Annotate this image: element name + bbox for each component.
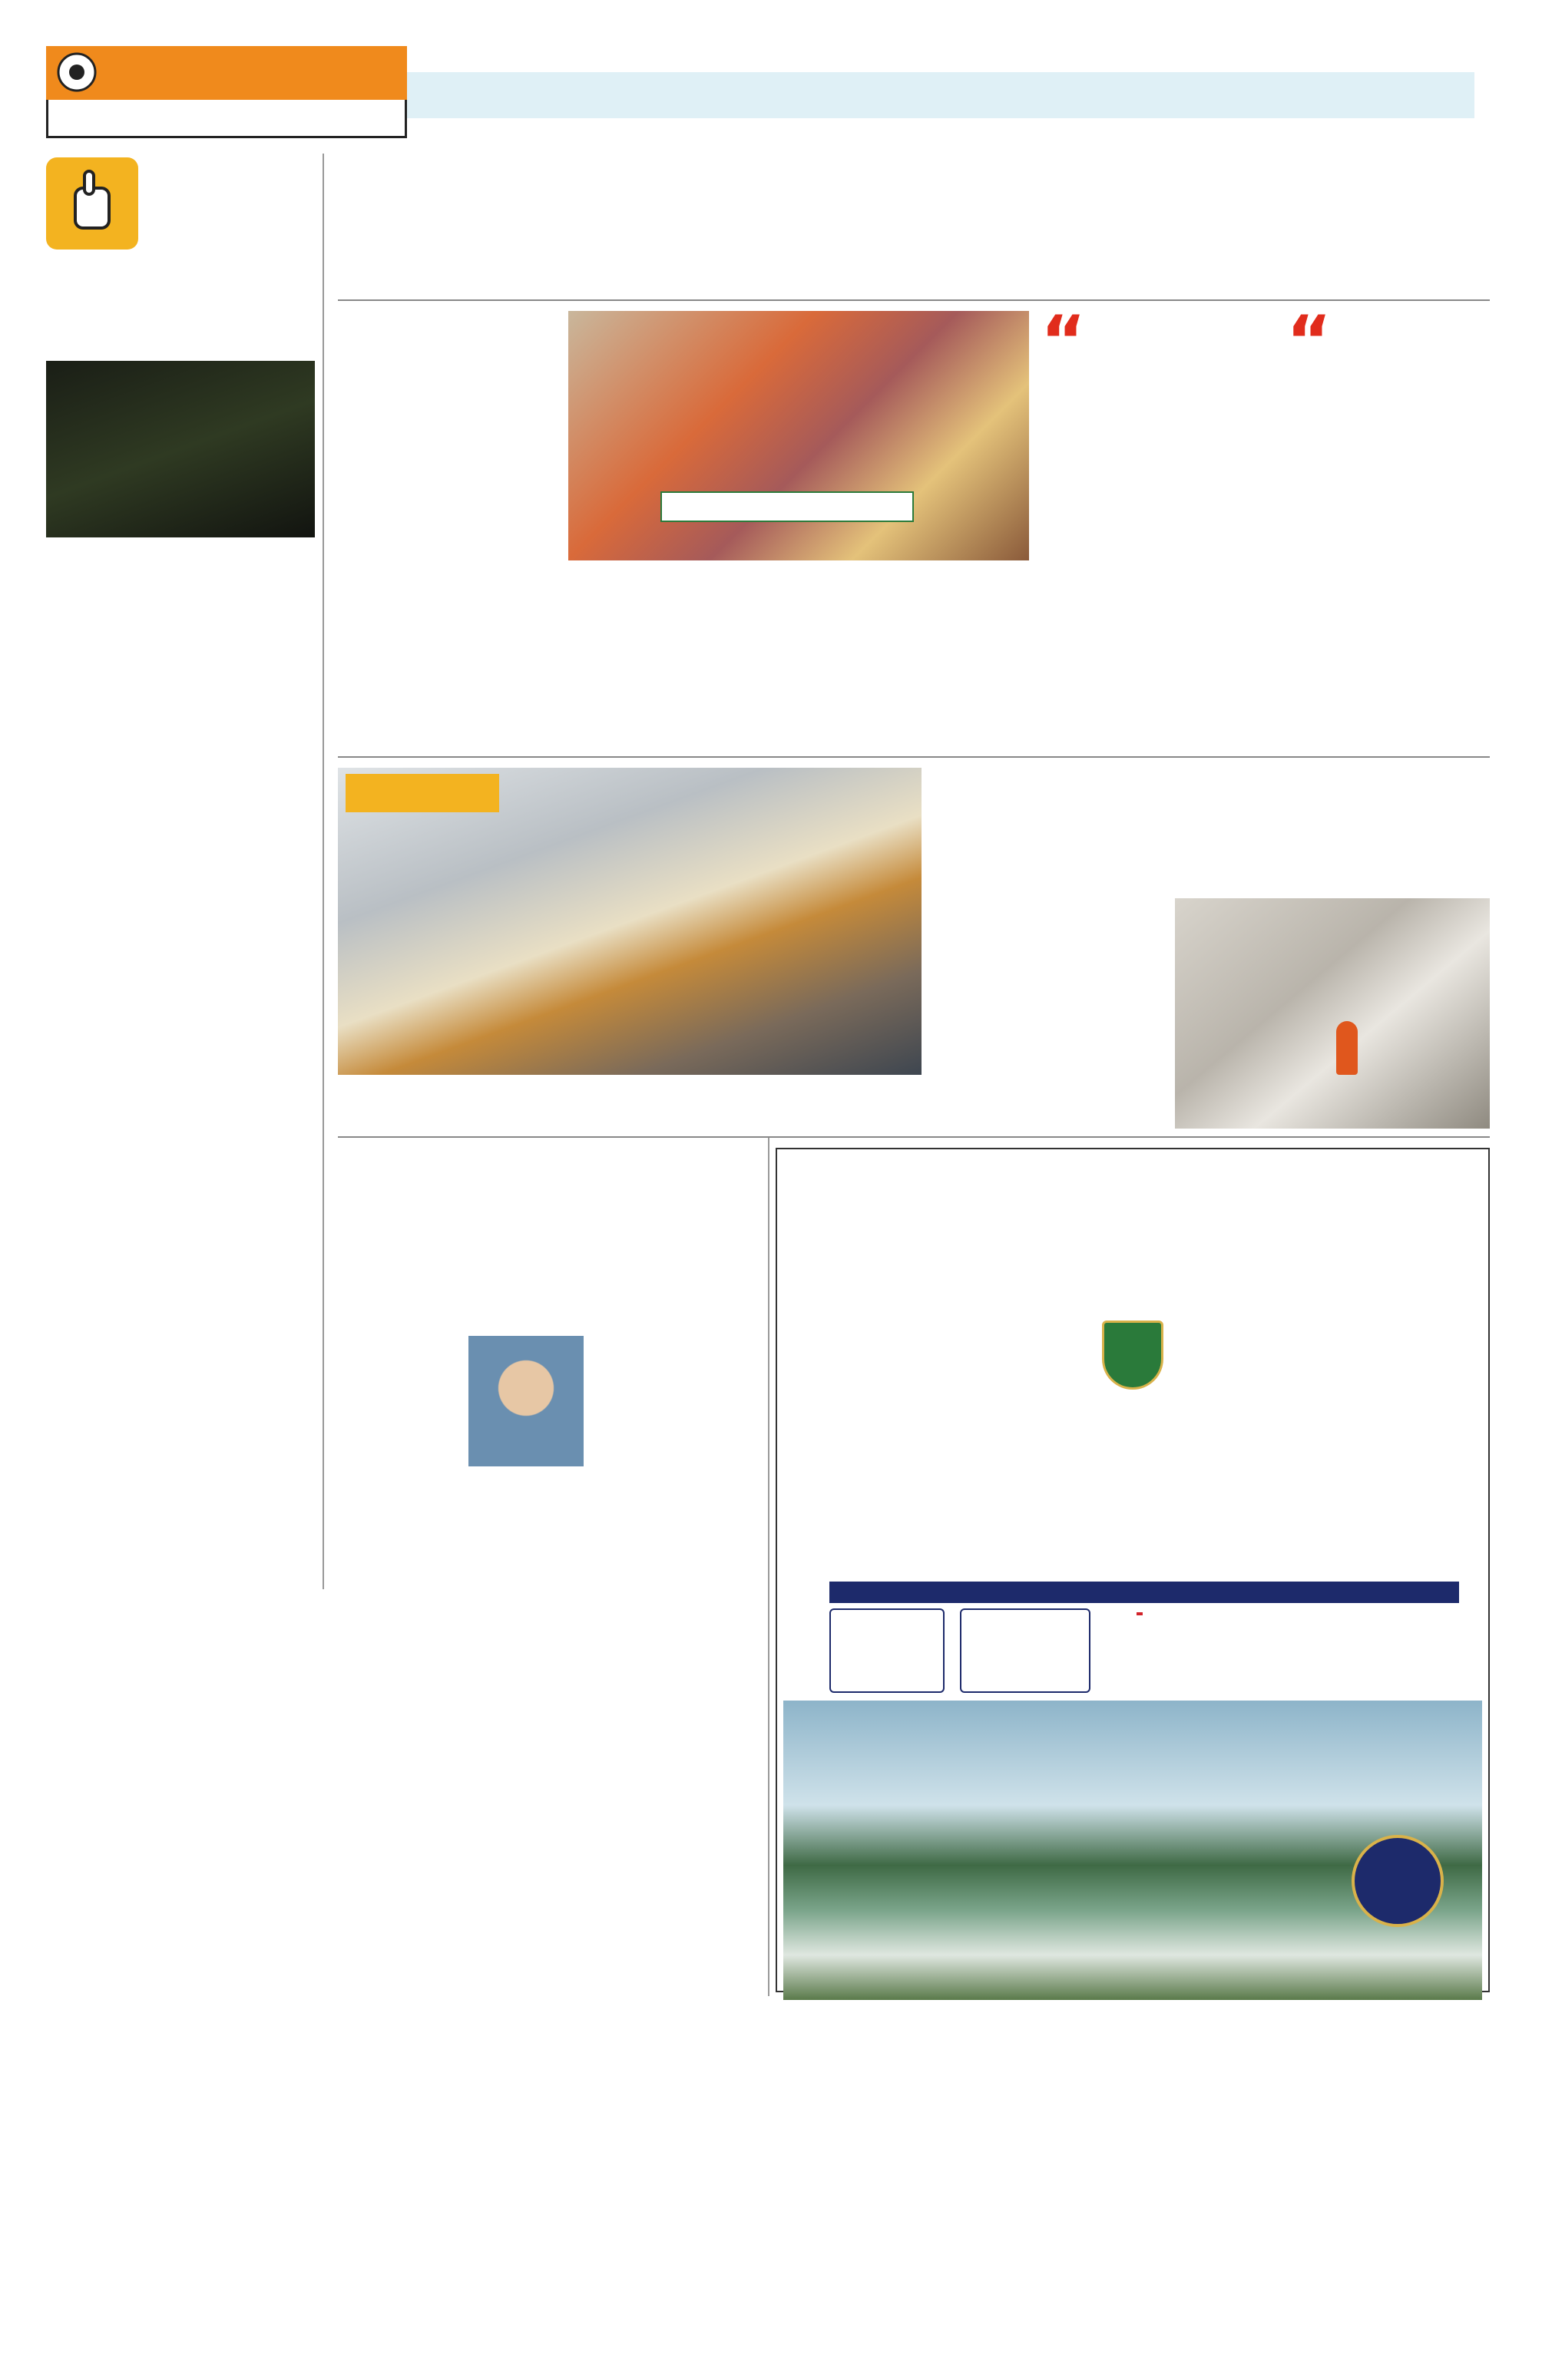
lead-body-1 xyxy=(338,311,553,749)
fire-photo xyxy=(1175,898,1490,1129)
accused-photo xyxy=(468,1336,584,1466)
inauguration-photo xyxy=(338,768,922,1075)
hand-pointing-icon xyxy=(46,157,138,250)
briefs-badge xyxy=(46,157,138,250)
brief-1-body xyxy=(46,545,315,752)
ad-programs xyxy=(898,1509,1482,1570)
ad-logo xyxy=(1102,1321,1163,1390)
quote-2-text xyxy=(1344,311,1490,511)
brief-1-photo xyxy=(46,361,315,537)
ad-stat-1 xyxy=(829,1608,945,1693)
lead-photo xyxy=(568,311,1029,560)
brief-3-body xyxy=(46,1313,315,1582)
section-band xyxy=(407,72,1474,118)
column-divider xyxy=(323,154,324,1589)
abuse-body-2 xyxy=(591,1255,760,1593)
section-rule xyxy=(338,756,1490,758)
fire-body xyxy=(933,898,1171,1129)
ad-rank-badge xyxy=(1352,1835,1444,1927)
brief-2-body xyxy=(46,848,315,1209)
inauguration-tag xyxy=(346,774,499,812)
logo-emblem-icon xyxy=(55,51,98,94)
quote-1-text xyxy=(1098,311,1282,495)
ad-pkg-1-company xyxy=(1137,1612,1143,1615)
ad-photo-gap xyxy=(783,1969,1482,1992)
section-rule xyxy=(338,1136,1490,1138)
masthead-logo-band xyxy=(46,46,407,100)
lead-body-5 xyxy=(1275,591,1490,745)
quote-icon: “ xyxy=(1041,301,1087,382)
lead-body-3 xyxy=(810,591,1033,745)
lead-photo-banner xyxy=(660,491,914,522)
inauguration-caption xyxy=(338,1079,922,1136)
fire-flame xyxy=(1336,1021,1358,1075)
ad-placements-label xyxy=(829,1582,1137,1603)
column-divider xyxy=(768,1136,769,1996)
ad-packages xyxy=(1137,1612,1459,1697)
lead-body-2 xyxy=(568,591,799,745)
lead-body-4 xyxy=(1041,591,1263,745)
quote-icon: “ xyxy=(1286,301,1332,382)
ad-top-packages-label xyxy=(1137,1582,1459,1603)
ad-stat-2 xyxy=(960,1608,1090,1693)
